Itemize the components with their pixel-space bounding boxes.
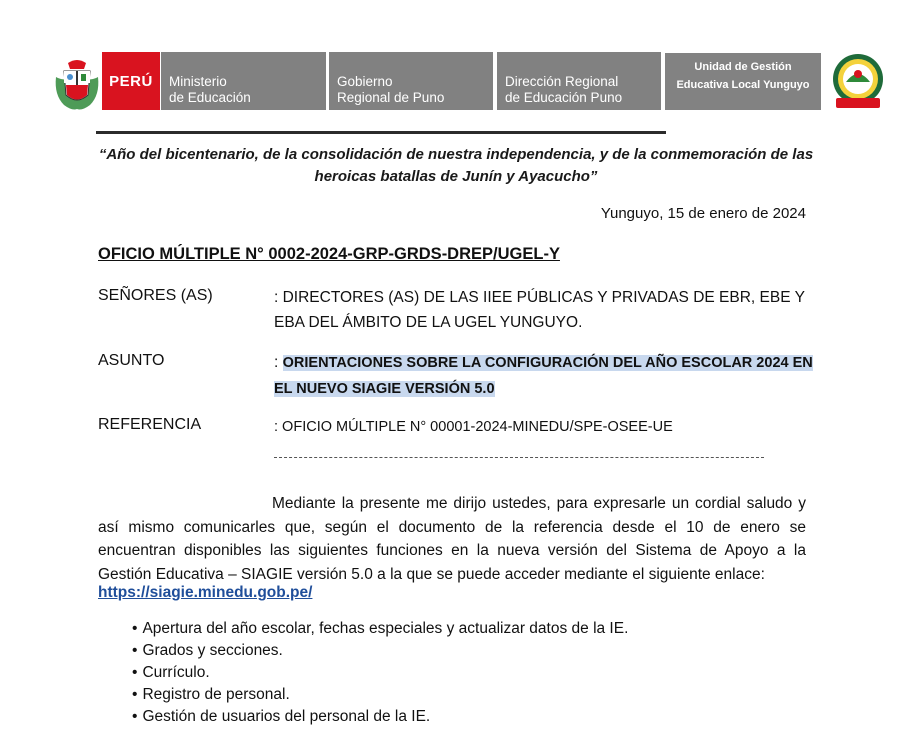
separator-line <box>274 457 764 458</box>
senores-label: SEÑORES (AS) <box>98 287 213 304</box>
list-item: • Currículo. <box>132 662 628 684</box>
senores-value: : DIRECTORES (AS) DE LAS IIEE PÚBLICAS Y PRIVADAS DE EBR, EBE Y EBA DEL ÁMBITO DE LA UGEL YUNGUYO. <box>274 289 805 331</box>
oficio-title: OFICIO MÚLTIPLE N° 0002-2024-GRP-GRDS-DREP/UGEL-Y <box>98 245 560 263</box>
gore-block <box>329 52 493 110</box>
document-date: Yunguyo, 15 de enero de 2024 <box>600 205 806 222</box>
header-rule <box>96 131 666 134</box>
dre-block <box>497 52 661 110</box>
national-shield-icon <box>52 55 102 111</box>
peru-label: PERÚ <box>109 72 153 90</box>
asunto-value: ORIENTACIONES SOBRE LA CONFIGURACIÓN DEL AÑO ESCOLAR 2024 EN EL NUEVO SIAGIE VERSIÓN 5.0 <box>274 355 813 397</box>
referencia-value: : OFICIO MÚLTIPLE N° 00001-2024-MINEDU/SPE-OSEE-UE <box>274 419 673 435</box>
ugel-line2: Educativa Local Yunguyo <box>676 79 810 91</box>
dre-line1: Dirección Regional <box>505 74 619 89</box>
minedu-line1: Ministerio <box>169 74 227 89</box>
asunto-label: ASUNTO <box>98 352 165 369</box>
ugel-line1: Unidad de Gestión <box>694 61 792 73</box>
asunto-colon: : <box>274 354 279 371</box>
peru-badge <box>102 52 160 110</box>
year-motto: “Año del bicentenario, de la consolidación de nuestra independencia, y de la conmemoración de las heroicas batallas de Junín y Ayacucho” <box>98 146 814 185</box>
minedu-line2: de Educación <box>169 90 251 105</box>
list-item: • Apertura del año escolar, fechas especiales y actualizar datos de la IE. <box>132 618 628 640</box>
dre-line2: de Educación Puno <box>505 90 623 105</box>
list-item: • Grados y secciones. <box>132 640 628 662</box>
gore-line1: Gobierno <box>337 74 393 89</box>
gore-line2: Regional de Puno <box>337 90 445 105</box>
list-item: • Registro de personal. <box>132 684 628 706</box>
function-list <box>132 618 628 728</box>
body-text: Mediante la presente me dirijo ustedes, para expresarle un cordial saludo y así mismo comunicarles que, según el documento de la referencia desde el 10 de enero se encuentran disponibles las siguientes funciones en la nueva versión del Sistema de Apoyo a la Gestión Educativa – SIAGIE versión 5.0 a la que se puede acceder mediante el siguiente enlace: <box>98 495 806 583</box>
list-item: • Gestión de usuarios del personal de la IE. <box>132 706 628 728</box>
body-paragraph <box>98 492 806 586</box>
letterhead <box>0 0 916 140</box>
minedu-block <box>161 52 326 110</box>
referencia-label: REFERENCIA <box>98 416 202 433</box>
ugel-block <box>665 53 821 110</box>
siagie-link[interactable]: https://siagie.minedu.gob.pe/ <box>98 584 313 601</box>
ugel-emblem-icon <box>830 52 886 110</box>
asunto-value-wrap <box>274 350 814 402</box>
